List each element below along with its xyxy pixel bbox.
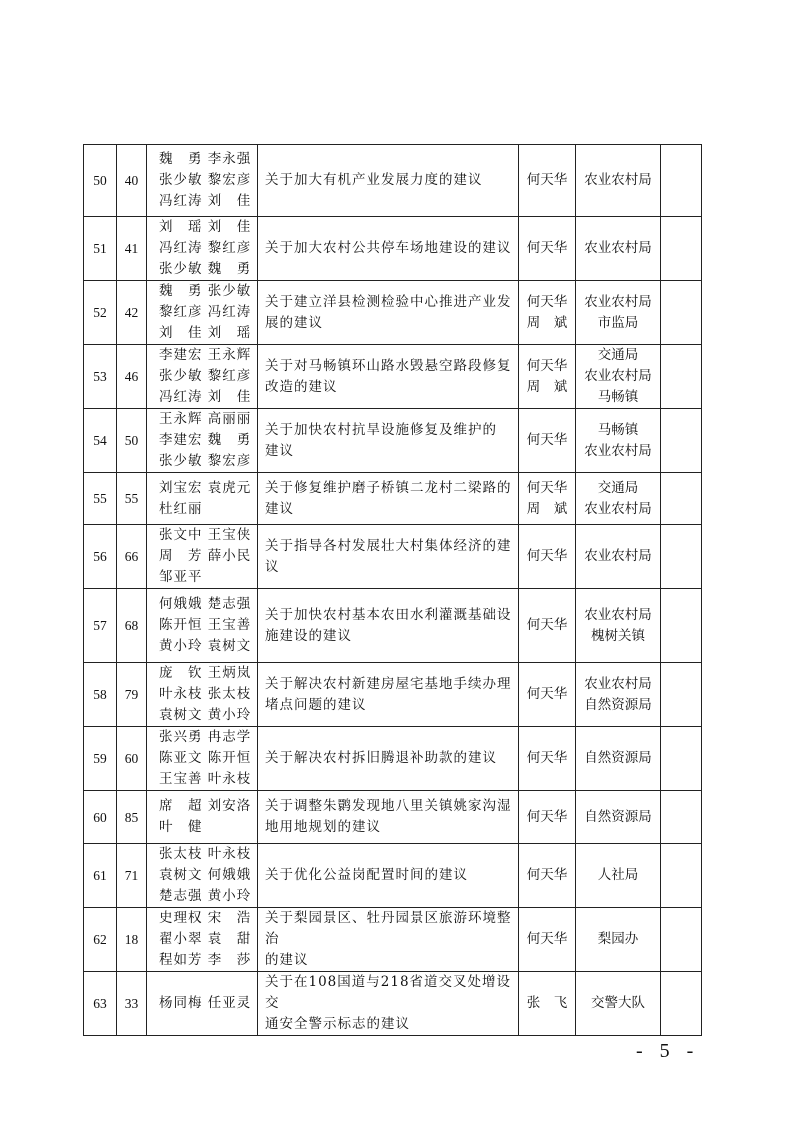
handler-cell-line: 何天华 xyxy=(526,750,568,766)
table-body xyxy=(84,145,702,1036)
proposers-cell-line: 袁树文 黄小玲 xyxy=(159,707,252,723)
title-cell-line: 关于指导各村发展壮大村集体经济的建 xyxy=(265,537,512,554)
table-row xyxy=(84,345,702,409)
proposers-cell-line: 冯红涛 刘 佳 xyxy=(159,389,252,405)
proposers-cell-line: 冯红涛 黎红彦 xyxy=(159,240,252,256)
title-cell xyxy=(258,791,519,844)
seq-cell: 59 xyxy=(84,727,117,791)
title-cell xyxy=(258,972,519,1036)
proposers-cell-line: 张文中 王宝侠 xyxy=(159,527,252,543)
handler-cell xyxy=(519,791,576,844)
title-cell xyxy=(258,727,519,791)
dept-cell-line: 农业农村局 xyxy=(584,368,652,384)
table-row xyxy=(84,589,702,663)
proposers-cell-line: 李建宏 魏 勇 xyxy=(159,432,252,448)
table-row xyxy=(84,473,702,525)
proposers-cell xyxy=(147,844,258,908)
handler-cell xyxy=(519,473,576,525)
table-row xyxy=(84,727,702,791)
handler-cell xyxy=(519,217,576,281)
note-cell xyxy=(661,345,702,409)
dept-cell-line: 交通局 xyxy=(597,479,639,496)
title-cell-line: 通安全警示标志的建议 xyxy=(265,1016,410,1032)
title-cell xyxy=(258,217,519,281)
dept-cell-line: 交通局 xyxy=(597,347,639,363)
proposers-cell-line: 陈亚文 陈开恒 xyxy=(159,750,252,766)
proposers-cell-line: 张少敏 黎宏彦 xyxy=(159,172,252,188)
seq-cell: 58 xyxy=(84,663,117,727)
handler-cell xyxy=(519,908,576,972)
handler-cell-line: 何天华 xyxy=(526,293,568,310)
title-cell-line: 改造的建议 xyxy=(265,378,338,395)
dept-cell-line: 自然资源局 xyxy=(584,696,652,713)
seq-cell: 50 xyxy=(84,145,117,217)
proposers-cell xyxy=(147,791,258,844)
title-cell-line: 关于加快农村基本农田水利灌溉基础设 xyxy=(265,606,512,623)
dept-cell-line: 市监局 xyxy=(597,314,639,331)
title-cell-line: 关于解决农村新建房屋宅基地手续办理 xyxy=(265,675,512,692)
note-cell xyxy=(661,281,702,345)
proposal-no-cell: 50 xyxy=(117,409,147,473)
handler-cell xyxy=(519,589,576,663)
table-row xyxy=(84,145,702,217)
proposers-cell-line: 席 超 刘安洛 xyxy=(159,798,252,814)
handler-cell-line: 何天华 xyxy=(526,931,568,947)
seq-cell: 60 xyxy=(84,791,117,844)
seq-cell: 51 xyxy=(84,217,117,281)
proposers-cell-line: 周 芳 薛小民 xyxy=(159,548,252,564)
table-row xyxy=(84,844,702,908)
handler-cell-line: 何天华 xyxy=(526,548,568,564)
title-cell-line: 关于建立洋县检测检验中心推进产业发 xyxy=(265,293,512,310)
title-cell xyxy=(258,281,519,345)
dept-cell-line: 农业农村局 xyxy=(584,500,652,517)
dept-cell-line: 农业农村局 xyxy=(584,548,652,564)
dept-cell-line: 人社局 xyxy=(597,867,639,883)
dept-cell xyxy=(576,972,661,1036)
seq-cell: 55 xyxy=(84,473,117,525)
proposers-cell-line: 黄小玲 袁树文 xyxy=(159,638,252,654)
title-cell-line: 关于对马畅镇环山路水毁悬空路段修复 xyxy=(265,357,512,374)
dept-cell-line: 马畅镇 xyxy=(597,389,639,405)
proposers-cell-line: 李建宏 王永辉 xyxy=(159,347,252,363)
dept-cell xyxy=(576,589,661,663)
title-cell-line: 的建议 xyxy=(265,952,309,968)
title-cell-line: 关于梨园景区、牡丹园景区旅游环境整治 xyxy=(265,910,512,947)
note-cell xyxy=(661,473,702,525)
table-row xyxy=(84,908,702,972)
handler-cell-line: 何天华 xyxy=(526,867,568,883)
seq-cell: 52 xyxy=(84,281,117,345)
title-cell xyxy=(258,663,519,727)
table-row xyxy=(84,972,702,1036)
proposers-cell xyxy=(147,145,258,217)
seq-cell: 53 xyxy=(84,345,117,409)
proposers-cell xyxy=(147,589,258,663)
dept-cell xyxy=(576,791,661,844)
title-cell-line: 建议 xyxy=(265,442,294,459)
title-cell-line: 关于解决农村拆旧腾退补助款的建议 xyxy=(265,750,497,766)
proposers-cell-line: 魏 勇 张少敏 xyxy=(159,283,252,299)
title-cell xyxy=(258,145,519,217)
proposal-no-cell: 68 xyxy=(117,589,147,663)
proposers-cell-line: 邹亚平 xyxy=(159,569,203,585)
dept-cell xyxy=(576,908,661,972)
dept-cell-line: 自然资源局 xyxy=(584,808,652,825)
handler-cell xyxy=(519,844,576,908)
seq-cell: 56 xyxy=(84,525,117,589)
proposal-table xyxy=(83,144,702,1036)
proposal-no-cell: 66 xyxy=(117,525,147,589)
proposers-cell-line: 庞 钦 王炳岚 xyxy=(159,665,252,681)
proposal-no-cell: 33 xyxy=(117,972,147,1036)
dept-cell-line: 农业农村局 xyxy=(584,606,652,623)
handler-cell-line: 周 斌 xyxy=(526,500,568,517)
proposers-cell-line: 杨同梅 任亚灵 xyxy=(159,995,252,1011)
dept-cell-line: 槐树关镇 xyxy=(591,627,645,644)
title-cell-line: 关于修复维护磨子桥镇二龙村二梁路的 xyxy=(265,479,512,496)
proposal-no-cell: 55 xyxy=(117,473,147,525)
dept-cell xyxy=(576,409,661,473)
table-row xyxy=(84,525,702,589)
handler-cell xyxy=(519,409,576,473)
handler-cell-line: 何天华 xyxy=(526,686,568,702)
proposal-no-cell: 85 xyxy=(117,791,147,844)
note-cell xyxy=(661,972,702,1036)
proposers-cell xyxy=(147,663,258,727)
dept-cell-line: 自然资源局 xyxy=(584,750,652,766)
note-cell xyxy=(661,145,702,217)
title-cell-line: 关于加大有机产业发展力度的建议 xyxy=(265,172,483,188)
proposers-cell-line: 叶 健 xyxy=(159,819,203,835)
proposers-cell xyxy=(147,281,258,345)
title-cell-line: 施建设的建议 xyxy=(265,627,352,644)
proposers-cell-line: 冯红涛 刘 佳 xyxy=(159,193,252,209)
proposers-cell-line: 张少敏 黎宏彦 xyxy=(159,453,252,469)
seq-cell: 63 xyxy=(84,972,117,1036)
note-cell xyxy=(661,589,702,663)
dept-cell xyxy=(576,844,661,908)
proposers-cell-line: 刘 瑶 刘 佳 xyxy=(159,219,252,235)
proposers-cell-line: 魏 勇 李永强 xyxy=(159,151,252,167)
dept-cell-line: 交警大队 xyxy=(591,995,645,1011)
note-cell xyxy=(661,217,702,281)
handler-cell xyxy=(519,145,576,217)
title-cell-line: 地用地规划的建议 xyxy=(265,819,381,835)
handler-cell xyxy=(519,727,576,791)
dept-cell xyxy=(576,663,661,727)
proposers-cell-line: 王宝善 叶永枝 xyxy=(159,771,252,787)
title-cell-line: 关于加大农村公共停车场地建设的建议 xyxy=(265,240,512,256)
proposers-cell-line: 王永辉 高丽丽 xyxy=(159,411,252,427)
proposers-cell xyxy=(147,345,258,409)
handler-cell-line: 周 斌 xyxy=(526,378,568,395)
title-cell xyxy=(258,908,519,972)
table-row xyxy=(84,281,702,345)
note-cell xyxy=(661,727,702,791)
handler-cell-line: 何天华 xyxy=(526,479,568,496)
proposal-no-cell: 40 xyxy=(117,145,147,217)
dept-cell xyxy=(576,727,661,791)
proposers-cell-line: 张太枝 叶永枝 xyxy=(159,846,252,862)
proposal-no-cell: 18 xyxy=(117,908,147,972)
proposers-cell-line: 张少敏 黎红彦 xyxy=(159,368,252,384)
handler-cell xyxy=(519,525,576,589)
dept-cell-line: 梨园办 xyxy=(597,931,639,947)
proposers-cell-line: 叶永枝 张太枝 xyxy=(159,686,252,702)
dept-cell-line: 农业农村局 xyxy=(584,675,652,692)
title-cell xyxy=(258,345,519,409)
seq-cell: 54 xyxy=(84,409,117,473)
dept-cell xyxy=(576,525,661,589)
title-cell xyxy=(258,589,519,663)
handler-cell-line: 何天华 xyxy=(526,172,568,188)
dept-cell xyxy=(576,145,661,217)
handler-cell-line: 何天华 xyxy=(526,240,568,256)
proposers-cell-line: 何娥娥 楚志强 xyxy=(159,596,252,612)
proposers-cell-line: 黎红彦 冯红涛 xyxy=(159,304,252,320)
proposal-no-cell: 41 xyxy=(117,217,147,281)
proposal-no-cell: 42 xyxy=(117,281,147,345)
table-row xyxy=(84,409,702,473)
proposers-cell-line: 刘 佳 刘 瑶 xyxy=(159,325,252,341)
title-cell-line: 展的建议 xyxy=(265,314,323,331)
dept-cell xyxy=(576,281,661,345)
proposal-no-cell: 60 xyxy=(117,727,147,791)
proposers-cell-line: 翟小翠 袁 甜 xyxy=(159,931,252,947)
proposers-cell-line: 张兴勇 冉志学 xyxy=(159,729,252,745)
dept-cell-line: 农业农村局 xyxy=(584,172,652,188)
dept-cell-line: 农业农村局 xyxy=(584,293,652,310)
table-row xyxy=(84,217,702,281)
proposers-cell-line: 楚志强 黄小玲 xyxy=(159,888,252,904)
title-cell-line: 关于优化公益岗配置时间的建议 xyxy=(265,867,468,883)
handler-cell xyxy=(519,663,576,727)
dept-cell-line: 农业农村局 xyxy=(584,442,652,459)
proposers-cell xyxy=(147,473,258,525)
dept-cell-line: 马畅镇 xyxy=(597,421,639,438)
handler-cell-line: 何天华 xyxy=(526,808,568,825)
proposers-cell-line: 程如芳 李 莎 xyxy=(159,952,252,968)
note-cell xyxy=(661,844,702,908)
title-cell-line: 关于在108国道与218省道交叉处增设交 xyxy=(265,974,512,1011)
proposers-cell xyxy=(147,972,258,1036)
proposers-cell-line: 刘宝宏 袁虎元 xyxy=(159,479,252,496)
proposers-cell-line: 史理权 宋 浩 xyxy=(159,910,252,926)
page-number: - 5 - xyxy=(636,1040,700,1062)
proposers-cell xyxy=(147,525,258,589)
table-row xyxy=(84,791,702,844)
seq-cell: 61 xyxy=(84,844,117,908)
handler-cell xyxy=(519,345,576,409)
title-cell xyxy=(258,473,519,525)
handler-cell xyxy=(519,972,576,1036)
handler-cell-line: 周 斌 xyxy=(526,314,568,331)
proposal-no-cell: 71 xyxy=(117,844,147,908)
proposal-no-cell: 79 xyxy=(117,663,147,727)
proposers-cell xyxy=(147,217,258,281)
handler-cell-line: 何天华 xyxy=(526,357,568,374)
title-cell-line: 议 xyxy=(265,558,280,575)
note-cell xyxy=(661,791,702,844)
note-cell xyxy=(661,908,702,972)
note-cell xyxy=(661,663,702,727)
handler-cell-line: 何天华 xyxy=(526,617,568,633)
title-cell-line: 关于加快农村抗旱设施修复及维护的 xyxy=(265,421,497,438)
dept-cell xyxy=(576,345,661,409)
title-cell xyxy=(258,844,519,908)
note-cell xyxy=(661,525,702,589)
title-cell xyxy=(258,409,519,473)
dept-cell-line: 农业农村局 xyxy=(584,240,652,256)
dept-cell xyxy=(576,217,661,281)
proposers-cell xyxy=(147,409,258,473)
title-cell-line: 建议 xyxy=(265,500,294,517)
proposal-no-cell: 46 xyxy=(117,345,147,409)
handler-cell xyxy=(519,281,576,345)
title-cell xyxy=(258,525,519,589)
proposers-cell xyxy=(147,908,258,972)
title-cell-line: 关于调整朱鹮发现地八里关镇姚家沟湿 xyxy=(265,798,512,814)
handler-cell-line: 何天华 xyxy=(526,432,568,448)
seq-cell: 62 xyxy=(84,908,117,972)
proposers-cell-line: 张少敏 魏 勇 xyxy=(159,261,252,277)
title-cell-line: 堵点问题的建议 xyxy=(265,696,367,713)
proposers-cell-line: 杜红丽 xyxy=(159,500,203,517)
table-row xyxy=(84,663,702,727)
dept-cell xyxy=(576,473,661,525)
handler-cell-line: 张 飞 xyxy=(526,995,568,1011)
note-cell xyxy=(661,409,702,473)
proposers-cell-line: 陈开恒 王宝善 xyxy=(159,617,252,633)
proposers-cell-line: 袁树文 何娥娥 xyxy=(159,867,252,883)
seq-cell: 57 xyxy=(84,589,117,663)
proposers-cell xyxy=(147,727,258,791)
